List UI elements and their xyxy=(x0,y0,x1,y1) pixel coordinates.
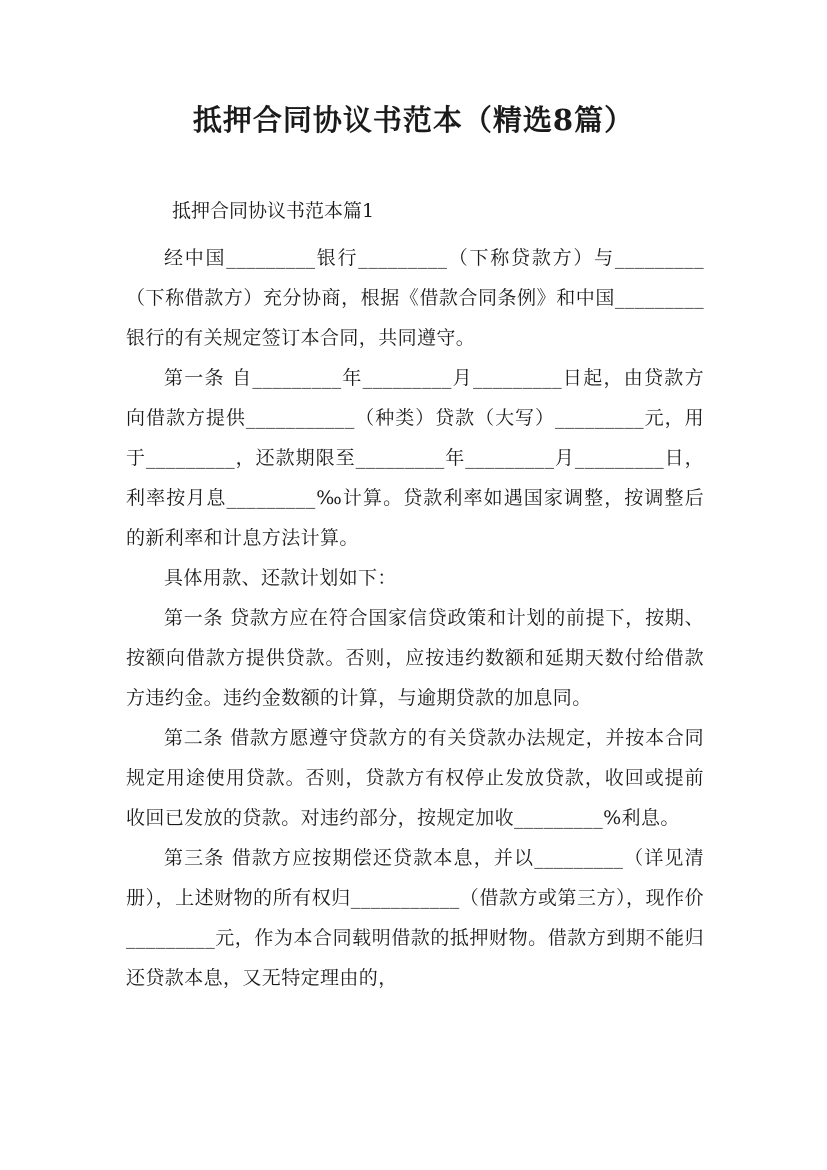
document-title: 抵押合同协议书范本（精选8篇） xyxy=(192,103,635,137)
paragraph-repayment-plan: 具体用款、还款计划如下： xyxy=(164,567,397,589)
paragraph-article-1-terms: 第一条 自_________年_________月_________日起，由贷款方向借款方提供___________（种类）贷款（大写）_________元，用于_________，还款期限至_________年_________月_________日，利率按月息_________‰计算。贷款利率如遇国家调整，按调整后的新利率和计息方法计算。 xyxy=(126,367,704,549)
contract-body xyxy=(126,238,704,998)
paragraph-preamble: 经中国_________银行_________（下称贷款方）与_________（下称借款方）充分协商，根据《借款合同条例》和中国_________银行的有关规定签订本合同，共同遵守。 xyxy=(126,247,704,349)
paragraph-article-1-lender: 第一条 贷款方应在符合国家信贷政策和计划的前提下，按期、按额向借款方提供贷款。否则，应按违约数额和延期天数付给借款方违约金。违约金数额的计算，与逾期贷款的加息同。 xyxy=(126,607,704,709)
paragraph-article-2-borrower: 第二条 借款方愿遵守贷款方的有关贷款办法规定，并按本合同规定用途使用贷款。否则，贷款方有权停止发放贷款，收回或提前收回已发放的贷款。对违约部分，按规定加收_________%利息。 xyxy=(126,727,704,829)
paragraph-article-3-collateral: 第三条 借款方应按期偿还贷款本息，并以_________（详见清册），上述财物的所有权归___________（借款方或第三方），现作价_________元，作为本合同载明借款的抵押财物。借款方到期不能归还贷款本息，又无特定理由的， xyxy=(126,847,704,989)
section-heading: 抵押合同协议书范本篇1 xyxy=(172,200,375,222)
